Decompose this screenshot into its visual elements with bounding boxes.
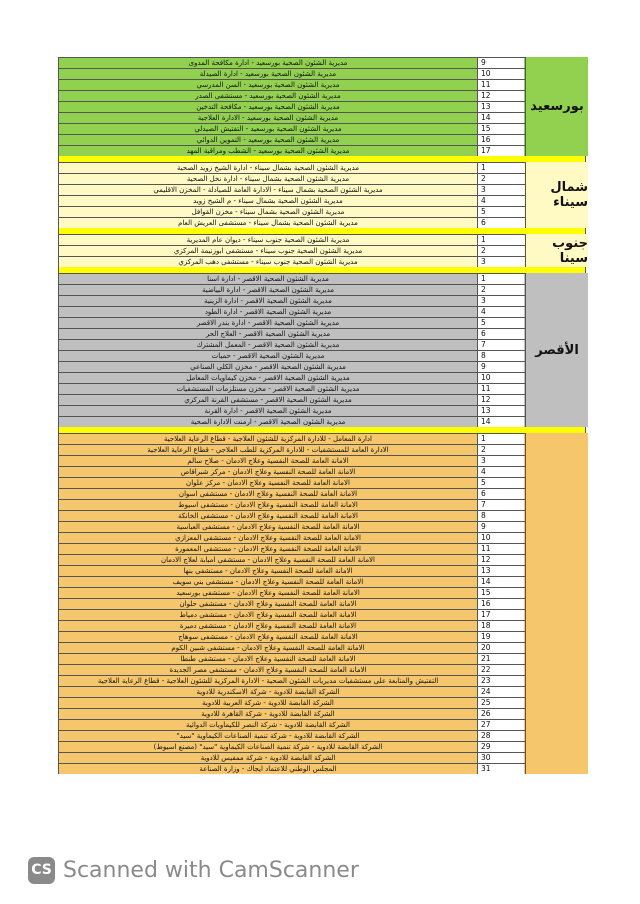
row-number: 7 — [477, 340, 524, 350]
row-text: مديرية الشئون الصحية الاقصر - ادارة بندر الاقصر — [196, 319, 340, 327]
table-row — [59, 383, 585, 394]
row-number: 15 — [477, 588, 524, 598]
row-number: 5 — [477, 318, 524, 328]
row-number: 9 — [477, 522, 524, 532]
section-label: شمال سيناء — [525, 162, 588, 228]
table-row — [59, 339, 585, 350]
table-row — [59, 455, 585, 466]
row-number: 13 — [477, 102, 524, 112]
row-text: مديرية الشئون الصحية بورسعيد - ادارة مكافحة المدوى — [188, 59, 348, 67]
row-text: الامانة العامة للصحة النفسية وعلاج الادمان - مستشفى مصر الجديدة — [169, 666, 367, 674]
row-text: الشركة القابضة للادوية - شركة العربية للادوية — [202, 699, 334, 707]
row-number: 31 — [477, 764, 524, 774]
row-number: 1 — [477, 274, 524, 284]
row-number: 3 — [477, 296, 524, 306]
row-number: 9 — [477, 58, 524, 68]
row-number: 2 — [477, 246, 524, 256]
row-text: مديرية الشئون الصحية الاقصر - ادارة اسنا — [207, 275, 329, 283]
row-text: مديرية الشئون الصحية بورسعيد - الشطب ومراقبة المهد — [186, 147, 350, 155]
row-text: مديرية الشئون الصحية بشمال سيناء - ادارة الشيخ زويد الصحية — [176, 164, 360, 172]
table-row — [59, 145, 585, 156]
row-text: مديرية الشئون الصحية بورسعيد - السن المدرسي — [196, 81, 340, 89]
row-text: مديرية الشئون الصحية الاقصر - العلاج الحر — [205, 330, 331, 338]
table-row — [59, 306, 585, 317]
row-number: 7 — [477, 500, 524, 510]
table-row — [59, 234, 585, 245]
table-row — [59, 350, 585, 361]
row-text: الشركة القابضة للادوية - شركة النصر للكيماويات الدوائية — [186, 721, 350, 729]
row-text: مديرية الشئون الصحية الاقصر - ادارة البياضية — [201, 286, 335, 294]
row-number: 10 — [477, 533, 524, 543]
row-text: الامانة العامة للصحة النفسية وعلاج الادمان - مستشفى العباسية — [176, 523, 360, 531]
table-row — [59, 488, 585, 499]
table-row — [59, 631, 585, 642]
table-row — [59, 433, 585, 444]
row-number: 19 — [477, 632, 524, 642]
table-row — [59, 162, 585, 173]
row-text: الامانة العامة للصحة النفسية وعلاج الادمان - مستشفى شبين الكوم — [171, 644, 365, 652]
row-number: 10 — [477, 69, 524, 79]
row-text: مديرية الشئون الصحية جنوب سيناء - مستشفى ابوزنيمة المركزي — [173, 247, 363, 255]
row-number: 16 — [477, 599, 524, 609]
table-row — [59, 521, 585, 532]
row-text: الامانة العامة للصحة النفسية وعلاج الادمان - مستشفى بورسعيد — [176, 589, 360, 597]
table-row — [59, 477, 585, 488]
row-number: 6 — [477, 329, 524, 339]
table-row — [59, 112, 585, 123]
row-text: مديرية الشئون الصحية بورسعيد - الادارة العلاجية — [197, 114, 339, 122]
table-row — [59, 763, 585, 774]
row-text: مديرية الشئون الصحية بورسعيد - التموين الدوائي — [196, 136, 340, 144]
table-row — [59, 675, 585, 686]
row-text: الشركة القابضة للادوية - شركة ممفيس للادوية — [200, 754, 336, 762]
section-4 — [58, 433, 586, 774]
table-row — [59, 664, 585, 675]
table-row — [59, 532, 585, 543]
row-number: 10 — [477, 373, 524, 383]
row-number: 2 — [477, 174, 524, 184]
table-row — [59, 101, 585, 112]
table-row — [59, 173, 585, 184]
row-text: التفتيش والمتابعة على مستشفيات مديريات الشئون الصحية - الادارة المركزية للشئون العلاجية - قطاع الرعاية العلاجية — [97, 677, 439, 685]
table-row — [59, 245, 585, 256]
table-row — [59, 361, 585, 372]
table-row — [59, 79, 585, 90]
row-number: 11 — [477, 384, 524, 394]
row-text: مديرية الشئون الصحية الاقصر - حميات — [211, 352, 325, 360]
table-row — [59, 295, 585, 306]
row-number: 18 — [477, 621, 524, 631]
watermark-text: Scanned with CamScanner — [63, 857, 359, 883]
row-text: مديرية الشئون الصحية جنوب سيناء - ديوان عام المديرية — [186, 236, 350, 244]
row-text: الادارة العامة للمستشفيات - للادارة المركزية للطب العلاجي - قطاع الرعاية العلاجية — [147, 446, 389, 454]
row-text: مديرية الشئون الصحية الاقصر - ادارة الزينية — [204, 297, 332, 305]
row-text: مديرية الشئون الصحية جنوب سيناء - مستشفى دهب المركزي — [178, 258, 358, 266]
row-text: مديرية الشئون الصحية الاقصر - ادارة الطود — [204, 308, 332, 316]
row-text: الامانة العامة للصحة النفسية وعلاج الادمان - مركز علوان — [186, 479, 350, 487]
table-row — [59, 708, 585, 719]
table-row — [59, 284, 585, 295]
row-text: مديرية الشئون الصحية بشمال سيناء - مستشفى العريش العام — [178, 219, 358, 227]
row-number: 25 — [477, 698, 524, 708]
row-number: 9 — [477, 362, 524, 372]
row-text: مديرية الشئون الصحية الاقصر - ارمنت الادارة الصحية — [190, 418, 346, 426]
table-row — [59, 394, 585, 405]
table-row — [59, 598, 585, 609]
row-text: الامانة العامة للصحة النفسية وعلاج الادمان - مستشفى بني سويف — [172, 578, 364, 586]
table-row — [59, 256, 585, 267]
row-text: مديرية الشئون الصحية بورسعيد - ادارة الصيدلة — [199, 70, 337, 78]
row-number: 23 — [477, 676, 524, 686]
section-label: الأقصر — [525, 273, 588, 427]
row-number: 4 — [477, 467, 524, 477]
row-number: 24 — [477, 687, 524, 697]
row-number: 13 — [477, 566, 524, 576]
row-number: 6 — [477, 218, 524, 228]
row-text: مديرية الشئون الصحية الاقصر - ادارة القرنة — [204, 407, 332, 415]
table-row — [59, 565, 585, 576]
table-row — [59, 317, 585, 328]
camscanner-logo-icon: CS — [28, 857, 55, 884]
camscanner-watermark — [28, 855, 359, 885]
row-text: مديرية الشئون الصحية بشمال سيناء - م الشيخ زويد — [193, 197, 343, 205]
row-text: مديرية الشئون الصحية بشمال سيناء - مخزن القوافل — [191, 208, 345, 216]
row-number: 14 — [477, 113, 524, 123]
section-label: جنوب سينا — [525, 234, 588, 267]
table-row — [59, 466, 585, 477]
table-row — [59, 587, 585, 598]
table-row — [59, 195, 585, 206]
table-row — [59, 444, 585, 455]
row-number: 4 — [477, 307, 524, 317]
table-row — [59, 741, 585, 752]
table-row — [59, 752, 585, 763]
row-number: 15 — [477, 124, 524, 134]
row-text: الامانة العامة للصحة النفسية وعلاج الادمان - مستشفى سوهاج — [178, 633, 358, 641]
section-label — [525, 433, 588, 774]
row-number: 12 — [477, 555, 524, 565]
row-text: الامانة العامة للصحة النفسية وعلاج الادمان - صلاح سالم — [187, 457, 349, 465]
table-row — [59, 416, 585, 427]
row-text: الامانة العامة للصحة النفسية وعلاج الادمان - مستشفى دميرة — [179, 622, 357, 630]
section-3 — [58, 273, 586, 427]
row-number: 3 — [477, 257, 524, 267]
row-number: 11 — [477, 80, 524, 90]
table-row — [59, 90, 585, 101]
row-text: مديرية الشئون الصحية بورسعيد - مكافحة التدخين — [196, 103, 340, 111]
row-text: الامانة العامة للصحة النفسية وعلاج الادمان - مستشفى المعمورة — [175, 545, 361, 553]
row-text: الشركة القابضة للادوية - شركة القاهرة للادوية — [201, 710, 335, 718]
table-row — [59, 543, 585, 554]
row-text: مديرية الشئون الصحية الاقصر - المعمل المشترك — [196, 341, 340, 349]
table-row — [59, 686, 585, 697]
row-number: 22 — [477, 665, 524, 675]
row-number: 5 — [477, 478, 524, 488]
table-row — [59, 273, 585, 284]
row-text: مديرية الشئون الصحية بورسعيد - مستشفى الصدر — [195, 92, 341, 100]
row-text: ادارة المعامل - للادارة المركزية للشئون العلاجية - قطاع الرعاية العلاجية — [164, 435, 372, 443]
table-row — [59, 328, 585, 339]
row-number: 28 — [477, 731, 524, 741]
section-2 — [58, 234, 586, 267]
table-row — [59, 554, 585, 565]
row-text: مديرية الشئون الصحية بشمال سيناء - الادارة العامة للصيادلة - المخزن الاقليمي — [153, 186, 383, 194]
row-number: 1 — [477, 434, 524, 444]
table-row — [59, 405, 585, 416]
table-row — [59, 372, 585, 383]
row-text: الامانة العامة للصحة النفسية وعلاج الادمان - مستشفى حلوان — [179, 600, 357, 608]
row-text: الامانة العامة للصحة النفسية وعلاج الادمان - مستشفى اسوان — [178, 490, 358, 498]
row-text: الامانة العامة للصحة النفسية وعلاج الادمان - مستشفى المعزازي — [175, 534, 361, 542]
table-row — [59, 620, 585, 631]
row-number: 30 — [477, 753, 524, 763]
row-number: 27 — [477, 720, 524, 730]
row-text: الامانة العامة للصحة النفسية وعلاج الادمان - مستشفى امبابة لعلاج الادمان — [161, 556, 375, 564]
table-row — [59, 642, 585, 653]
row-text: مديرية الشئون الصحية بورسعيد - التفتيش الصيدلي — [194, 125, 342, 133]
row-number: 1 — [477, 163, 524, 173]
table-row — [59, 217, 585, 228]
row-number: 3 — [477, 456, 524, 466]
document-table — [58, 57, 586, 774]
row-text: مديرية الشئون الصحية الاقصر - مستشفى القرنة المركزي — [184, 396, 352, 404]
row-text: مديرية الشئون الصحية الاقصر - مخزن كيماويات المعامل — [186, 374, 350, 382]
table-row — [59, 184, 585, 195]
row-text: الشركة القابضة للادوية - شركة تنمية الصناعات الكيماوية "سيد" (مصنع اسيوط) — [153, 743, 383, 751]
table-row — [59, 697, 585, 708]
row-text: الامانة العامة للصحة النفسية وعلاج الادمان - مستشفى بنها — [183, 567, 353, 575]
row-number: 12 — [477, 91, 524, 101]
row-number: 14 — [477, 577, 524, 587]
row-number: 29 — [477, 742, 524, 752]
row-number: 1 — [477, 235, 524, 245]
row-number: 26 — [477, 709, 524, 719]
row-number: 3 — [477, 185, 524, 195]
row-number: 4 — [477, 196, 524, 206]
row-number: 6 — [477, 489, 524, 499]
row-text: الامانة العامة للصحة النفسية وعلاج الادمان - مركز شبراقاص — [180, 468, 356, 476]
table-row — [59, 510, 585, 521]
row-number: 13 — [477, 406, 524, 416]
row-number: 8 — [477, 351, 524, 361]
row-number: 17 — [477, 610, 524, 620]
table-row — [59, 576, 585, 587]
section-0 — [58, 57, 586, 156]
row-text: الامانة العامة للصحة النفسية وعلاج الادمان - مستشفى الخانكة — [178, 512, 358, 520]
row-text: مديرية الشئون الصحية الاقصر - مخزن مستلزمات المستشفيات — [176, 385, 360, 393]
row-number: 14 — [477, 417, 524, 427]
row-number: 8 — [477, 511, 524, 521]
row-number: 2 — [477, 445, 524, 455]
row-text: الشركة القابضة للادوية - شركة الاسكندرية للادوية — [196, 688, 340, 696]
section-label: بورسعيد — [525, 57, 588, 156]
row-text: المجلس الوطني للاعتماد ايجاك - وزارة الصناعة — [199, 765, 337, 773]
row-number: 17 — [477, 146, 524, 156]
row-number: 5 — [477, 207, 524, 217]
section-1 — [58, 162, 586, 228]
table-row — [59, 68, 585, 79]
table-row — [59, 719, 585, 730]
table-row — [59, 57, 585, 68]
row-text: الامانة العامة للصحة النفسية وعلاج الادمان - مستشفى دمياط — [179, 611, 357, 619]
row-text: الامانة العامة للصحة النفسية وعلاج الادمان - مستشفى طنطا — [180, 655, 356, 663]
row-number: 21 — [477, 654, 524, 664]
table-row — [59, 499, 585, 510]
table-row — [59, 134, 585, 145]
row-text: الامانة العامة للصحة النفسية وعلاج الادمان - مستشفى اسيوط — [178, 501, 358, 509]
row-number: 16 — [477, 135, 524, 145]
row-number: 20 — [477, 643, 524, 653]
row-text: الشركة القابضة للادوية - شركة تنمية الصناعات الكيماوية "سيد" — [176, 732, 360, 740]
table-row — [59, 123, 585, 134]
table-row — [59, 653, 585, 664]
table-row — [59, 730, 585, 741]
table-row — [59, 206, 585, 217]
row-text: مديرية الشئون الصحية الاقصر - مخزن الكلى الصناعي — [190, 363, 346, 371]
row-number: 12 — [477, 395, 524, 405]
row-number: 11 — [477, 544, 524, 554]
row-number: 2 — [477, 285, 524, 295]
row-text: مديرية الشئون الصحية بشمال سيناء - ادارة نخل الصحية — [186, 175, 350, 183]
table-row — [59, 609, 585, 620]
